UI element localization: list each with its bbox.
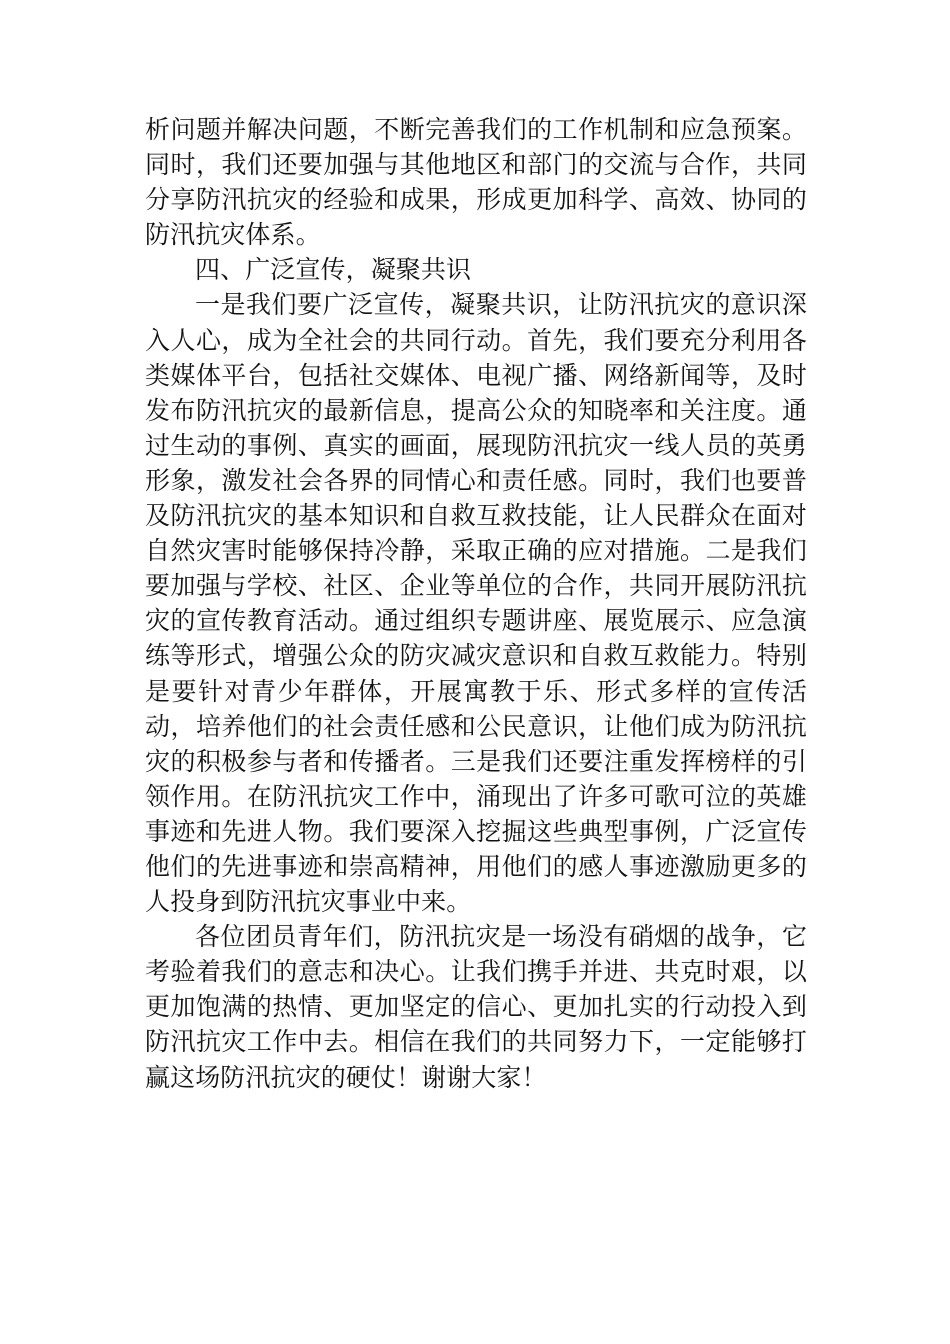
paragraph-closing: 各位团员青年们，防汛抗灾是一场没有硝烟的战争，它考验着我们的意志和决心。让我们携手并进、共克时艰，以更加饱满的热情、更加坚定的信心、更加扎实的行动投入到防汛抗灾工作中去。相信在我们的共同努力下，一定能够打赢这场防汛抗灾的硬仗！谢谢大家！	[145, 922, 807, 1092]
paragraph-section-body: 一是我们要广泛宣传，凝聚共识，让防汛抗灾的意识深入人心，成为全社会的共同行动。首先，我们要充分利用各类媒体平台，包括社交媒体、电视广播、网络新闻等，及时发布防汛抗灾的最新信息，提高公众的知晓率和关注度。通过生动的事例、真实的画面，展现防汛抗灾一线人员的英勇形象，激发社会各界的同情心和责任感。同时，我们也要普及防汛抗灾的基本知识和自救互救技能，让人民群众在面对自然灾害时能够保持冷静，采取正确的应对措施。二是我们要加强与学校、社区、企业等单位的合作，共同开展防汛抗灾的宣传教育活动。通过组织专题讲座、展览展示、应急演练等形式，增强公众的防灾减灾意识和自救互救能力。特别是要针对青少年群体，开展寓教于乐、形式多样的宣传活动，培养他们的社会责任感和公民意识，让他们成为防汛抗灾的积极参与者和传播者。三是我们还要注重发挥榜样的引领作用。在防汛抗灾工作中，涌现出了许多可歌可泣的英雄事迹和先进人物。我们要深入挖掘这些典型事例，广泛宣传他们的先进事迹和崇高精神，用他们的感人事迹激励更多的人投身到防汛抗灾事业中来。	[145, 290, 807, 917]
section-heading: 四、广泛宣传，凝聚共识	[195, 255, 472, 285]
paragraph-continued: 析问题并解决问题，不断完善我们的工作机制和应急预案。同时，我们还要加强与其他地区和部门的交流与合作，共同分享防汛抗灾的经验和成果，形成更加科学、高效、协同的防汛抗灾体系。	[145, 115, 807, 250]
document-body	[145, 112, 807, 1095]
